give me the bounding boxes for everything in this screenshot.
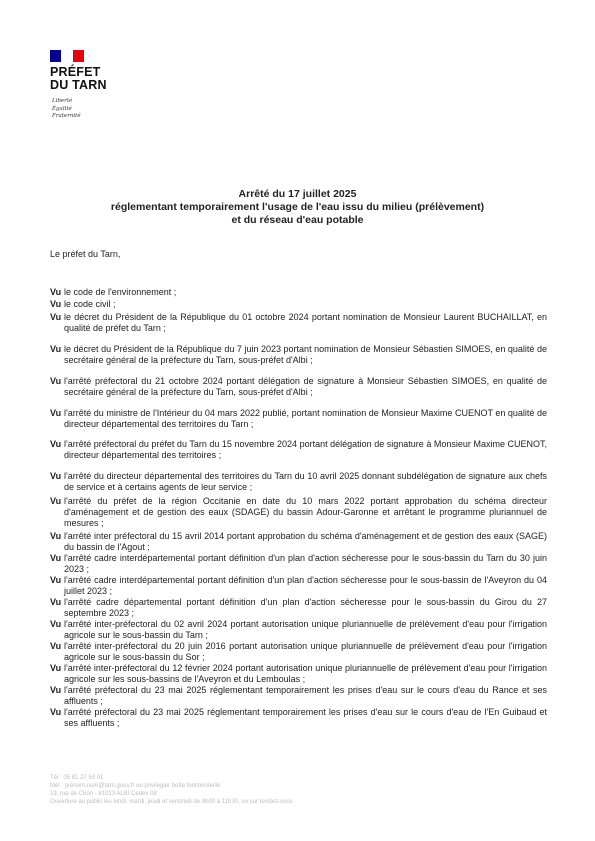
title-line-3: et du réseau d'eau potable <box>231 214 364 226</box>
visa-keyword: Vu <box>50 663 62 673</box>
visa-item <box>50 439 547 461</box>
visa-keyword: Vu <box>50 685 62 695</box>
brand-line-1: PRÉFET <box>50 65 101 79</box>
visa-keyword: Vu <box>50 597 62 607</box>
contact-footer <box>50 774 293 806</box>
visa-keyword: Vu <box>50 299 62 309</box>
motto-egalite: Égalité <box>52 105 72 112</box>
visa-text: l'arrêté inter préfectoral du 15 avril 2014 portant approbation du schéma d'aménagement et de gestion des eaux (SAGE) du bassin de l'Agout ; <box>64 531 547 552</box>
visa-item <box>50 685 547 707</box>
visa-keyword: Vu <box>50 439 62 449</box>
visa-keyword: Vu <box>50 471 62 481</box>
flag-blue-stripe <box>50 50 61 62</box>
visa-item <box>50 344 547 366</box>
visa-text: l'arrêté du préfet de la région Occitanie en date du 10 mars 2022 portant approbation du schéma directeur d'aménagement et de gestion des eaux (SDAGE) du bassin Adour-Garonne et arrêtant le programme pluriannuel de mesures ; <box>64 496 547 528</box>
visa-text: le décret du Président de la République du 7 juin 2023 portant nomination de Monsieur Sébastien SIMOES, en qualité de secrétaire général de la préfecture du Tarn, sous-préfet d'Albi ; <box>64 344 547 365</box>
visa-keyword: Vu <box>50 707 62 717</box>
visa-item <box>50 575 547 597</box>
decree-title <box>40 188 555 227</box>
intro-line: Le préfet du Tarn, <box>50 249 121 259</box>
visa-item <box>50 471 547 493</box>
visa-item <box>50 299 547 310</box>
visa-list <box>50 287 547 729</box>
visa-text: l'arrêté du directeur départemental des territoires du Tarn du 10 avril 2025 donnant subdélégation de signature aux chefs de service et à certains agents de leur service ; <box>64 471 547 492</box>
visa-keyword: Vu <box>50 531 62 541</box>
visa-item <box>50 663 547 685</box>
visa-text: le code civil ; <box>64 299 116 309</box>
footer-email: Mél : prénom.nom@tarn.gouv.fr ou privilégier boîte fonctionnelle <box>50 783 221 789</box>
visa-item <box>50 553 547 575</box>
visa-text: l'arrêté préfectoral du préfet du Tarn du 15 novembre 2024 portant délégation de signature à Monsieur Maxime CUENOT, directeur départemental des territoires ; <box>64 439 547 460</box>
motto-fraternite: Fraternité <box>52 113 81 119</box>
visa-item <box>50 641 547 663</box>
visa-item <box>50 496 547 529</box>
visa-item <box>50 376 547 398</box>
visa-text: l'arrêté préfectoral du 23 mai 2025 réglementant temporairement les prises d'eau sur le cours d'eau de l'En Guibaud et ses affluents ; <box>64 707 547 728</box>
visa-text: l'arrêté inter-préfectoral du 20 juin 2016 portant autorisation unique pluriannuelle de prélèvement d'eau pour l'irrigation agricole sur le sous-bassin du Sor ; <box>64 641 547 662</box>
visa-text: l'arrêté inter-préfectoral du 12 février 2024 portant autorisation unique pluriannuelle de prélèvement d'eau pour l'irrigation agricole sur les sous-bassins de l'Aveyron et du Lemboulas ; <box>64 663 547 684</box>
visa-text: l'arrêté préfectoral du 23 mai 2025 réglementant temporairement les prises d'eau sur le cours d'eau du Rance et ses affluents ; <box>64 685 547 706</box>
visa-keyword: Vu <box>50 619 62 629</box>
visa-text: l'arrêté cadre interdépartemental portant définition d'un plan d'action sécheresse pour le sous-bassin de l'Aveyron du 04 juillet 2023 ; <box>64 575 547 596</box>
visa-item <box>50 287 547 298</box>
visa-item <box>50 619 547 641</box>
visa-keyword: Vu <box>50 287 62 297</box>
brand-line-2: DU TARN <box>50 78 107 92</box>
visa-keyword: Vu <box>50 376 62 386</box>
visa-text: l'arrêté cadre interdépartemental portant définition d'un plan d'action sécheresse pour le sous-bassin du Tarn du 30 juin 2023 ; <box>64 553 547 574</box>
visa-text: l'arrêté inter-préfectoral du 02 avril 2024 portant autorisation unique pluriannuelle de prélèvement d'eau pour l'irrigation agricole sur le sous-bassin du Tarn ; <box>64 619 547 640</box>
footer-phone: Tél : 05 81 27 50 01 <box>50 775 104 781</box>
footer-address: 19, rue de Ciron - 81013 ALBI Cedex 09 <box>50 791 157 797</box>
republic-motto <box>52 98 81 121</box>
title-line-1: Arrêté du 17 juillet 2025 <box>238 188 357 200</box>
visa-item <box>50 312 547 334</box>
visa-item <box>50 531 547 553</box>
flag-red-stripe <box>73 50 84 62</box>
visa-text: le décret du Président de la République du 01 octobre 2024 portant nomination de Monsieur Laurent BUCHAILLAT, en qualité de préfet du Tarn ; <box>64 312 547 333</box>
title-line-2: réglementant temporairement l'usage de l'eau issu du milieu (prélèvement) <box>110 201 485 213</box>
republic-flag-logo <box>50 50 84 62</box>
visa-keyword: Vu <box>50 641 62 651</box>
flag-white-stripe <box>61 50 73 62</box>
visa-text: le code de l'environnement ; <box>64 287 177 297</box>
visa-keyword: Vu <box>50 408 62 418</box>
visa-item <box>50 408 547 430</box>
footer-hours: Ouverture au public les lundi, mardi, jeudi et vendredi de 9h00 à 11h30, ou sur rendez-vous <box>50 799 293 805</box>
visa-text: l'arrêté préfectoral du 21 octobre 2024 portant délégation de signature à Monsieur Sébastien SIMOES, en qualité de secrétaire général de la préfecture du Tarn, sous-préfet d'Albi ; <box>64 376 547 397</box>
visa-keyword: Vu <box>50 344 62 354</box>
visa-keyword: Vu <box>50 312 62 322</box>
motto-liberte: Liberté <box>52 98 73 104</box>
visa-text: l'arrêté cadre départemental portant définition d'un plan d'action sécheresse pour le sous-bassin du Girou du 27 septembre 2023 ; <box>64 597 547 618</box>
visa-keyword: Vu <box>50 575 62 585</box>
visa-keyword: Vu <box>50 553 62 563</box>
visa-keyword: Vu <box>50 496 62 506</box>
visa-text: l'arrêté du ministre de l'Intérieur du 04 mars 2022 publié, portant nomination de Monsieur Maxime CUENOT en qualité de directeur départemental des territoires du Tarn ; <box>64 408 547 429</box>
visa-item <box>50 597 547 619</box>
prefecture-brand <box>50 66 107 92</box>
visa-item <box>50 707 547 729</box>
